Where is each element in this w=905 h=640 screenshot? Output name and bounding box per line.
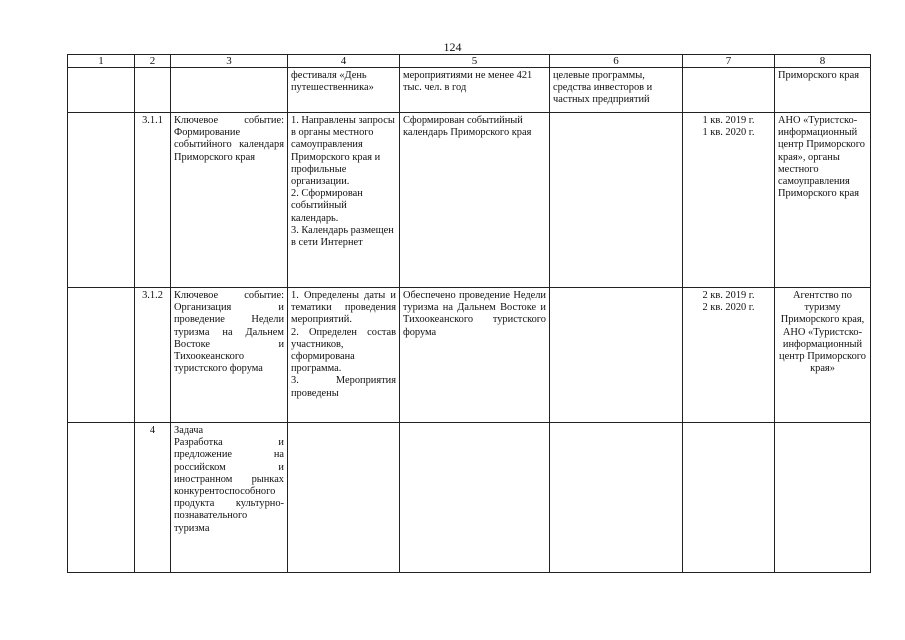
- cell-item-number: [135, 68, 171, 113]
- cell-period: 1 кв. 2019 г. 1 кв. 2020 г.: [683, 113, 775, 288]
- cell-col-1: [68, 288, 135, 423]
- cell-actions: 1. Направлены запросы в органы местного самоуправления Приморского края и профильные организации. 2. Сформирован событийный календарь. 3. Календарь размещен в сети Интернет: [288, 113, 400, 288]
- table-row: [68, 288, 871, 423]
- column-header: 8: [775, 55, 871, 68]
- cell-funding: целевые программы, средства инвесторов и частных предприятий: [550, 68, 683, 113]
- table-row: [68, 423, 871, 573]
- cell-actions: [288, 423, 400, 573]
- cell-event-name: Ключевое событие: Формирование событийного календаря Приморского края: [171, 113, 288, 288]
- cell-result: мероприятиями не менее 421 тыс. чел. в год: [400, 68, 550, 113]
- table-row: [68, 68, 871, 113]
- cell-funding: [550, 423, 683, 573]
- cell-actions: 1. Определены даты и тематики проведения мероприятий. 2. Определен состав участников, сформирована программа. 3. Мероприятия проведены: [288, 288, 400, 423]
- column-header: 5: [400, 55, 550, 68]
- cell-period: [683, 68, 775, 113]
- cell-col-1: [68, 113, 135, 288]
- column-header: 1: [68, 55, 135, 68]
- cell-responsible: [775, 423, 871, 573]
- cell-event-name: [171, 68, 288, 113]
- cell-funding: [550, 113, 683, 288]
- cell-result: Обеспечено проведение Недели туризма на Дальнем Востоке и Тихоокеанского туристского форума: [400, 288, 550, 423]
- column-number-row: [68, 55, 871, 68]
- cell-col-1: [68, 423, 135, 573]
- plan-table: [67, 54, 871, 573]
- cell-item-number: 4: [135, 423, 171, 573]
- cell-result: Сформирован событийный календарь Приморского края: [400, 113, 550, 288]
- column-header: 2: [135, 55, 171, 68]
- cell-responsible: Приморского края: [775, 68, 871, 113]
- column-header: 6: [550, 55, 683, 68]
- cell-result: [400, 423, 550, 573]
- cell-responsible: Агентство по туризму Приморского края, АНО «Туристско-информационный центр Приморского края»: [775, 288, 871, 423]
- cell-period: 2 кв. 2019 г. 2 кв. 2020 г.: [683, 288, 775, 423]
- cell-item-number: 3.1.2: [135, 288, 171, 423]
- column-header: 4: [288, 55, 400, 68]
- page-number: 124: [443, 40, 462, 54]
- cell-event-name: Ключевое событие: Организация и проведение Недели туризма на Дальнем Востоке и Тихоокеанского туристского форума: [171, 288, 288, 423]
- table-row: [68, 113, 871, 288]
- cell-task-description: Задача Разработка и предложение на российском и иностранном рынках конкурентоспособного продукта культурно-познавательного туризма: [171, 423, 288, 573]
- cell-actions: фестиваля «День путешественника»: [288, 68, 400, 113]
- cell-item-number: 3.1.1: [135, 113, 171, 288]
- cell-col-1: [68, 68, 135, 113]
- cell-responsible: АНО «Туристско-информационный центр Приморского края», органы местного самоуправления Приморского края: [775, 113, 871, 288]
- cell-funding: [550, 288, 683, 423]
- column-header: 7: [683, 55, 775, 68]
- cell-period: [683, 423, 775, 573]
- column-header: 3: [171, 55, 288, 68]
